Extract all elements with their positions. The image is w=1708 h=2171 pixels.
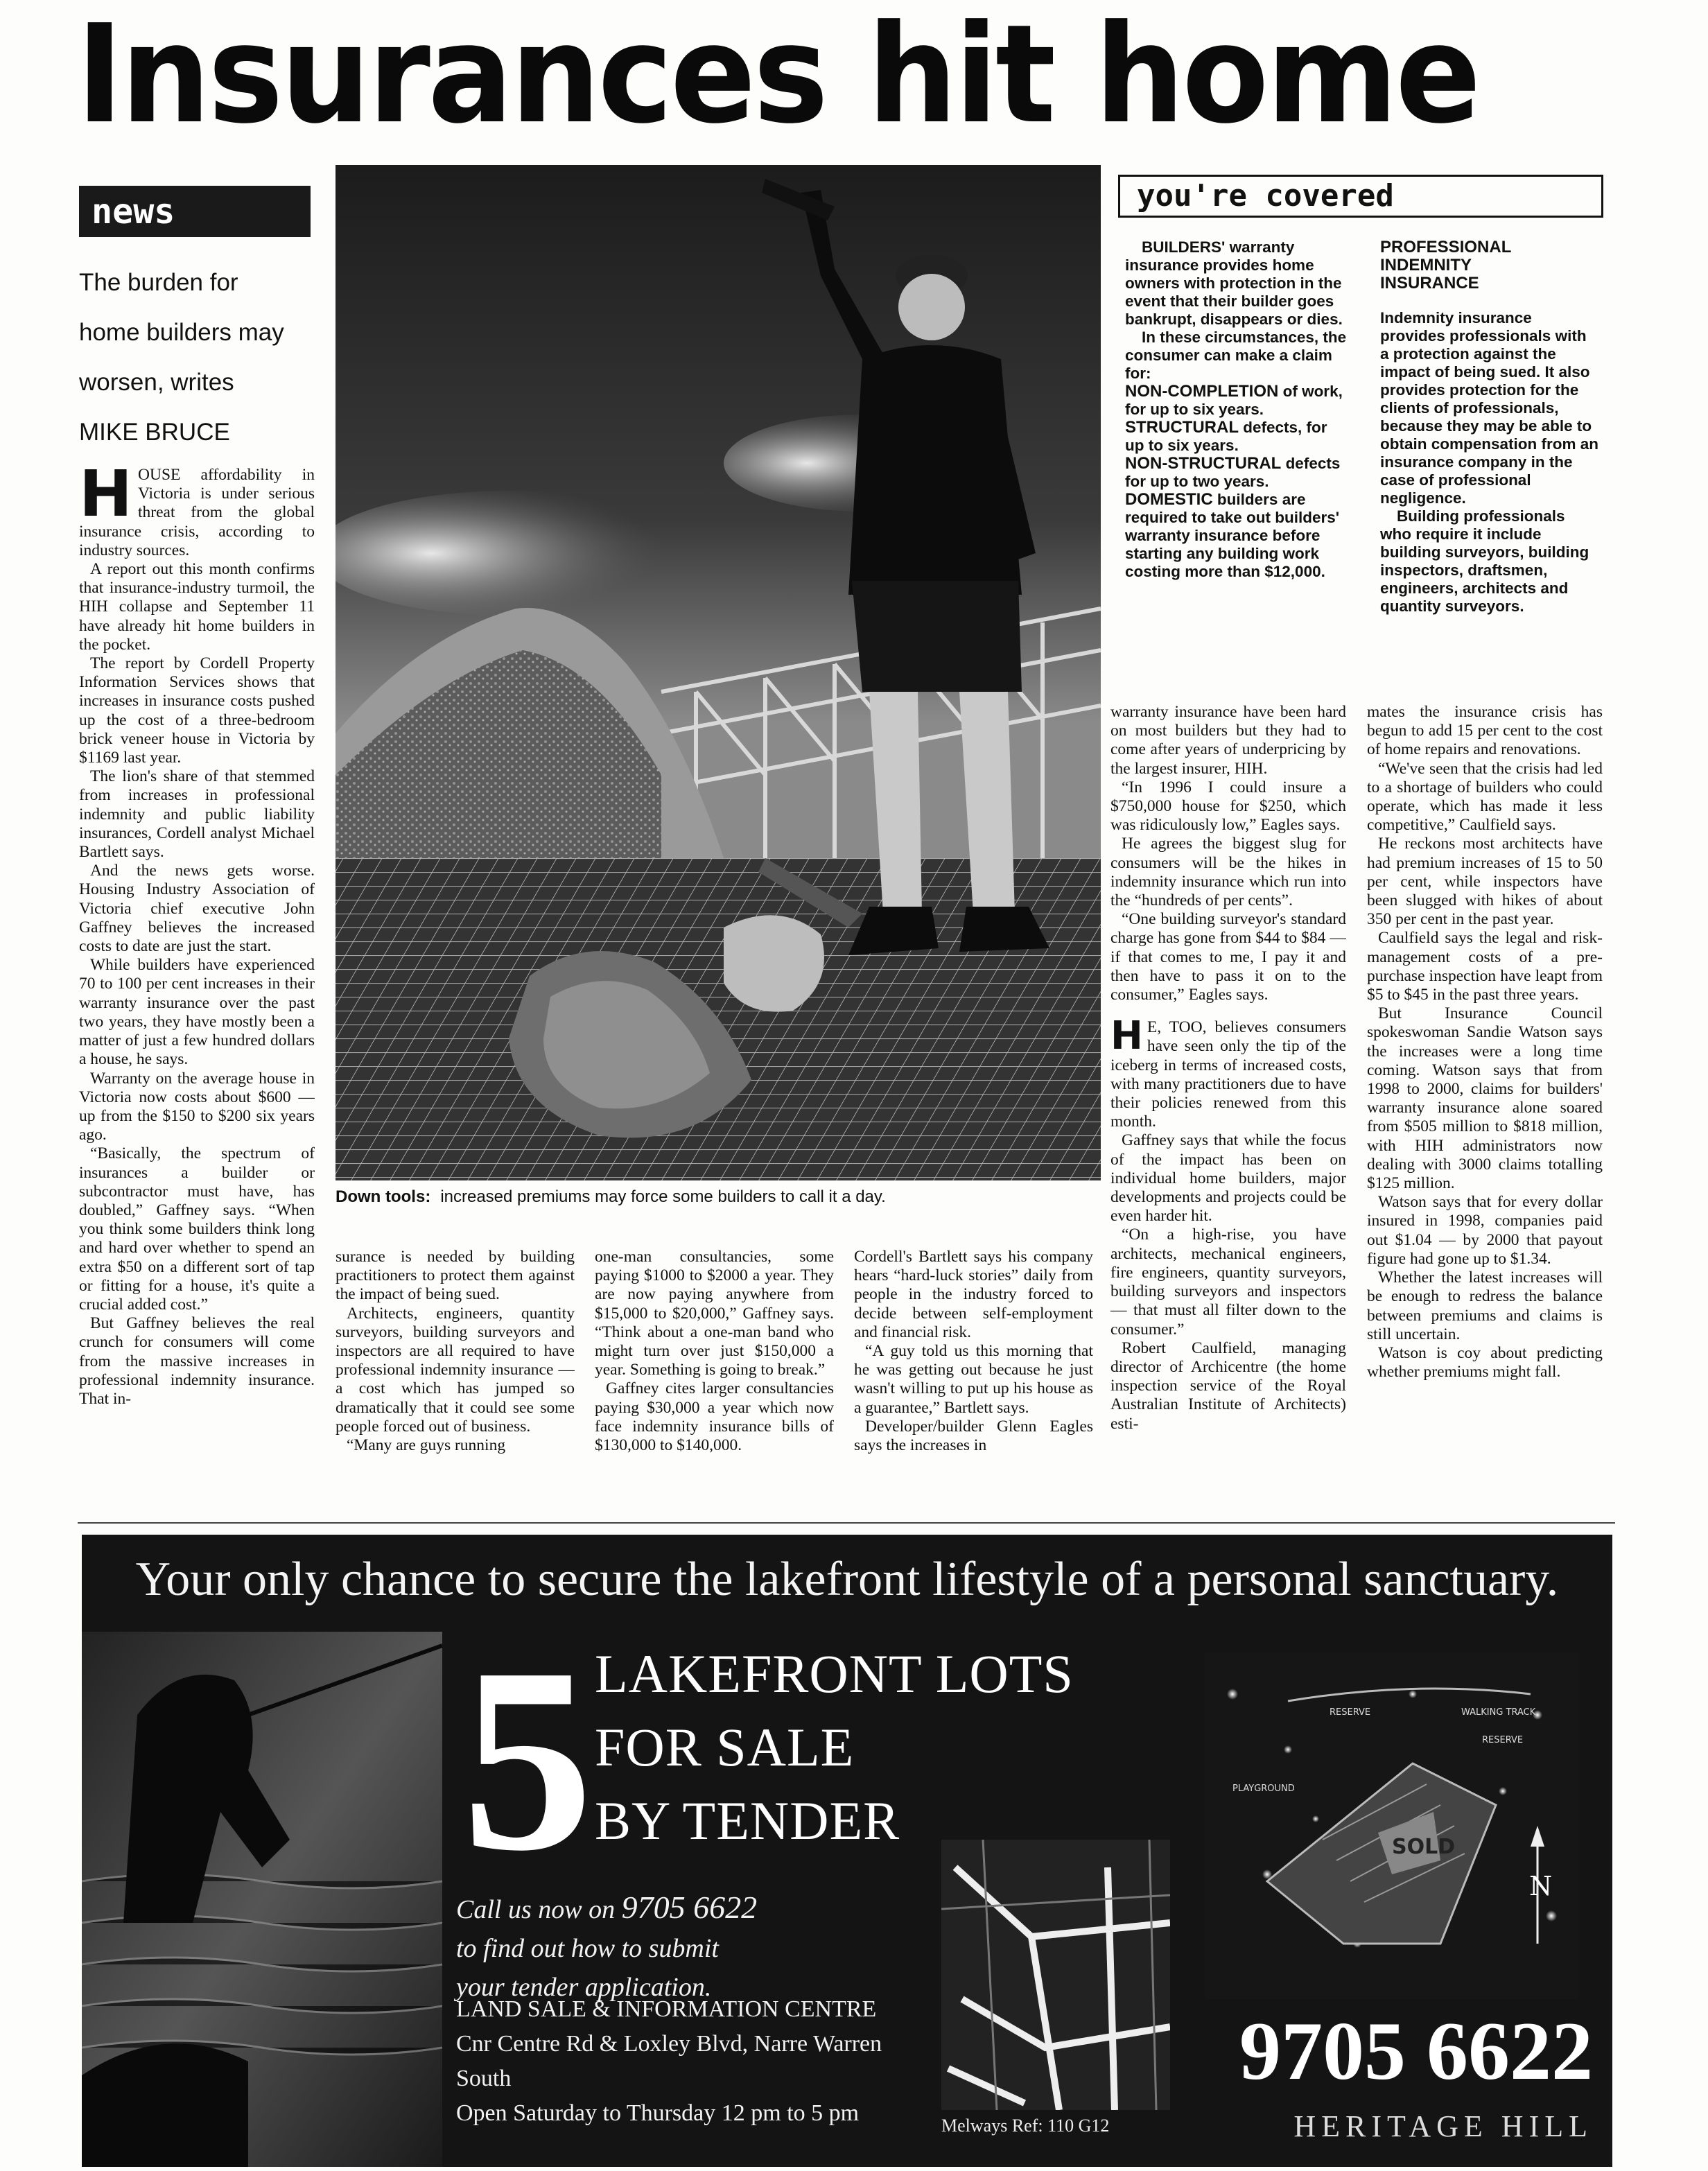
ad-land-sale-centre [456,1992,941,2131]
sidebar-item-cap: STRUCTURAL [1125,418,1239,437]
paragraph: Caulfield says the legal and risk-management costs of a pre-purchase inspection have leapt from $5 to $45 in the past three years. [1367,929,1603,1004]
ad-melways-ref: Melways Ref: 110 G12 [941,2116,1110,2136]
sidebar-intro: BUILDERS' warranty insurance provides home owners with protection in the event that their builder goes bankrupt, disappears or dies. [1125,238,1343,328]
ad-call-line: Call us now on [456,1895,616,1924]
ad-headline: Your only chance to secure the lakefront lifestyle of a personal sanctuary. [135,1553,1559,1606]
standfirst-line: home builders may [79,319,284,346]
paragraph: The report by Cordell Property Information Services shows that increases in insurance costs pushed up the cost of a three-bedroom brick veneer house in Victoria by $1169 last year. [79,654,315,767]
paragraph: “In 1996 I could insure a $750,000 house for $250, which was ridiculously low,” Eagles says. [1110,778,1346,835]
ad-call-line: your tender application. [456,1973,712,2002]
paragraph: “We've seen that the crisis had led to a shortage of builders who could operate, which has made it less competitive,” Caulfield says. [1367,759,1603,835]
sidebar-right-p2: Building professionals who require it include building surveyors, building inspectors, draftsmen, engineers, architects and quantity surveyors. [1380,507,1589,615]
standfirst [79,258,315,457]
paragraph: one-man consultancies, some paying $1000 to $2000 a year. They are now paying anywhere from $15,000 to $20,000,” Gaffney says. “Think about a one-man band who might turn over just $150,000 a year. Something is going to break.” [595,1248,834,1379]
ad-call-line: to find out how to submit [456,1934,719,1963]
ad-phone-number[interactable]: 9705 6622 [1239,2005,1593,2097]
paragraph: While builders have experienced 70 to 100 per cent increases in their warranty insurance over the past two years, they have mostly been a matter of just a few hundred dollars a house, he says. [79,956,315,1069]
paragraph: “One building surveyor's standard charge has gone from $44 to $84 — if that comes to me, I pay it and then have to pass it on to the consumer,” Eagles says. [1110,910,1346,1004]
map-label: PLAYGROUND [1232,1784,1295,1794]
paragraph: surance is needed by building practitioners to protect them against the impact of being sued. [336,1248,575,1304]
drop-cap: H [79,466,132,531]
map-sold-label: SOLD [1392,1835,1456,1859]
article-column-4 [854,1248,1093,1512]
sidebar-right-heading: PROFESSIONAL INDEMNITY INSURANCE [1380,238,1511,293]
paragraph: The lion's share of that stemmed from increases in professional indemnity and public liability insurances, Cordell analyst Michael Bartlett says. [79,767,315,862]
article-column-6 [1367,703,1603,1512]
photo-illustration [336,165,1101,1180]
paragraph: Architects, engineers, quantity surveyors, building surveyors and inspectors are all required to have professional indemnity insurance — a cost which has jumped so dramatically that it could see some people forced out of business. [336,1304,575,1436]
sidebar-right-p1: Indemnity insurance provides professionals with a protection against the impact of being sued. It also provides protection for the clients of professionals, because they may be able to obtain compensation from an insurance company in the case of professional negligence. [1380,309,1599,507]
advertisement-heritage-hill [82,1535,1612,2167]
ad-silhouette-image [82,1632,442,2167]
paragraph: And the news gets worse. Housing Industry Association of Victoria chief executive John Gaffney believes the increased costs to date are just the start. [79,862,315,956]
paragraph: Watson says that for every dollar insured in 1998, companies paid out $1.04 — by 2000 that payout figure had gone up to $1.34. [1367,1193,1603,1268]
sidebar-item [1125,455,1347,491]
standfirst-line: worsen, writes [79,369,234,396]
paragraph: “A guy told us this morning that he was getting out because he just wasn't willing to put up his house as a guarantee,” Bartlett says. [854,1342,1093,1417]
headline: Insurances hit home [76,0,1479,154]
article-column-1 [79,466,315,1512]
ad-opening-hours: Open Saturday to Thursday 12 pm to 5 pm [456,2100,860,2126]
sidebar-right-column [1380,238,1599,616]
ad-brand-logo: HERITAGE HILL [1293,2109,1593,2143]
ad-big-number: 5 [462,1614,593,1906]
paragraph: He agrees the biggest slug for consumers will be the hikes in indemnity insurance which run into the “hundreds of per cents”. [1110,835,1346,910]
ad-lots-line: BY TENDER [595,1790,900,1851]
sidebar-item-cap: NON-STRUCTURAL [1125,454,1282,473]
paragraph: But Insurance Council spokeswoman Sandie Watson says the increases were a long time coming. Watson says that from 1998 to 2000, claims for builders' warranty insurance alone soared from $505 million to $818 million, with HIH administrators now dealing with 3000 claims totalling $125 million. [1367,1004,1603,1193]
paragraph: mates the insurance crisis has begun to add 15 per cent to the cost of home repairs and renovations. [1367,703,1603,759]
paragraph: Whether the latest increases will be enough to redress the balance between premiums and claims is still uncertain. [1367,1268,1603,1343]
article-column-5 [1110,703,1346,1512]
sidebar-item [1125,491,1347,581]
byline: MIKE BRUCE [79,419,230,446]
sidebar-item-text: defects, for up to six years. [1125,419,1327,454]
paragraph: Watson is coy about predicting whether premiums might fall. [1367,1343,1603,1381]
paragraph: He reckons most architects have had premium increases of 15 to 50 per cent, while inspectors have been slugged with hikes of about 350 per cent in the past year. [1367,835,1603,929]
section-label: news [79,186,311,237]
sidebar-item-cap: NON-COMPLETION [1125,382,1279,401]
paragraph: A report out this month confirms that insurance-industry turmoil, the HIH collapse and September 11 have already hit home builders in the pocket. [79,560,315,654]
paragraph: Gaffney cites larger consultancies paying $30,000 a year which now face indemnity insurance bills of $130,000 to $140,000. [595,1379,834,1455]
sidebar-item [1125,419,1347,455]
map-label: RESERVE [1330,1707,1371,1718]
divider [78,1522,1615,1524]
drop-cap: H [1110,1013,1143,1059]
paragraph: warranty insurance have been hard on most builders but they had to come after years of underpricing by the largest insurer, HIH. [1110,703,1346,778]
sidebar-youre-covered [1118,175,1603,660]
paragraph: But Gaffney believes the real crunch for consumers will come from the massive increases in professional indemnity insurance. That in- [79,1314,315,1408]
photo-caption [336,1187,1101,1207]
paragraph: “On a high-rise, you have architects, mechanical engineers, fire engineers, quantity surveyors, building surveyors and inspectors — that must all filter down to the consumer.” [1110,1226,1346,1339]
sidebar-item-text: builders are required to take out builders' warranty insurance before starting any building work costing more than $12,000. [1125,491,1340,580]
standfirst-line: The burden for [79,269,238,296]
ad-centre-address: Cnr Centre Rd & Loxley Blvd, Narre Warren South [456,2031,882,2091]
ad-centre-name: LAND SALE & INFORMATION CENTRE [456,1996,877,2022]
ad-lots-heading [595,1637,1149,1858]
ad-estate-map [1205,1653,1579,1999]
caption-label: Down tools: [336,1187,431,1206]
map-label: RESERVE [1482,1735,1524,1745]
ad-lots-line: LAKEFRONT LOTS [595,1643,1074,1704]
sidebar-item-text: of work, for up to six years. [1125,383,1343,418]
sidebar-item-text: defects for up to two years. [1125,455,1341,490]
map-label: WALKING TRACK [1461,1707,1536,1718]
article-column-2 [336,1248,575,1512]
paragraph: “Basically, the spectrum of insurances a builder or subcontractor must have, has doubled,” Gaffney says. “When you think some builders think long and hard over whether to spend an extra $50 on a different sort of tap or fitting for a house, it's quite a crucial added cost.” [79,1144,315,1314]
sidebar-left-column [1125,238,1347,581]
ad-call-text [456,1888,872,2007]
ad-locality-map [941,1840,1170,2110]
sidebar-item-cap: DOMESTIC [1125,490,1213,509]
paragraph: “Many are guys running [347,1436,506,1455]
photo-builder-on-site [336,165,1101,1180]
ad-lots-line: FOR SALE [595,1717,855,1777]
paragraph: OUSE affordability in Victoria is under serious threat from the global insurance crisis, according to industry sources. [79,466,315,559]
caption-text: increased premiums may force some builders to call it a day. [440,1187,886,1206]
map-north-label: N [1529,1871,1553,1901]
paragraph: E, TOO, believes consumers have seen only the tip of the iceberg in terms of increased costs, with many practitioners due to have their policies renewed from this month. [1110,1018,1346,1131]
paragraph: Robert Caulfield, managing director of Archicentre (the home inspection service of the Royal Australian Institute of Architects) esti- [1110,1339,1346,1433]
paragraph: Warranty on the average house in Victoria now costs about $600 — up from the $150 to $200 six years ago. [79,1069,315,1144]
paragraph: Gaffney says that while the focus of the impact has been on individual home builders, major developments and projects could be even harder hit. [1110,1131,1346,1226]
sidebar-item [1125,383,1347,419]
sidebar-intro-2: In these circumstances, the consumer can make a claim for: [1125,329,1347,382]
article-column-3 [595,1248,834,1512]
ad-call-phone[interactable]: 9705 6622 [621,1890,758,1925]
sidebar-title: you're covered [1118,175,1603,218]
paragraph: Cordell's Bartlett says his company hears “hard-luck stories” daily from people in the industry forced to decide between self-employment and financial risk. [854,1248,1093,1341]
paragraph: Developer/builder Glenn Eagles says the increases in [854,1417,1093,1455]
